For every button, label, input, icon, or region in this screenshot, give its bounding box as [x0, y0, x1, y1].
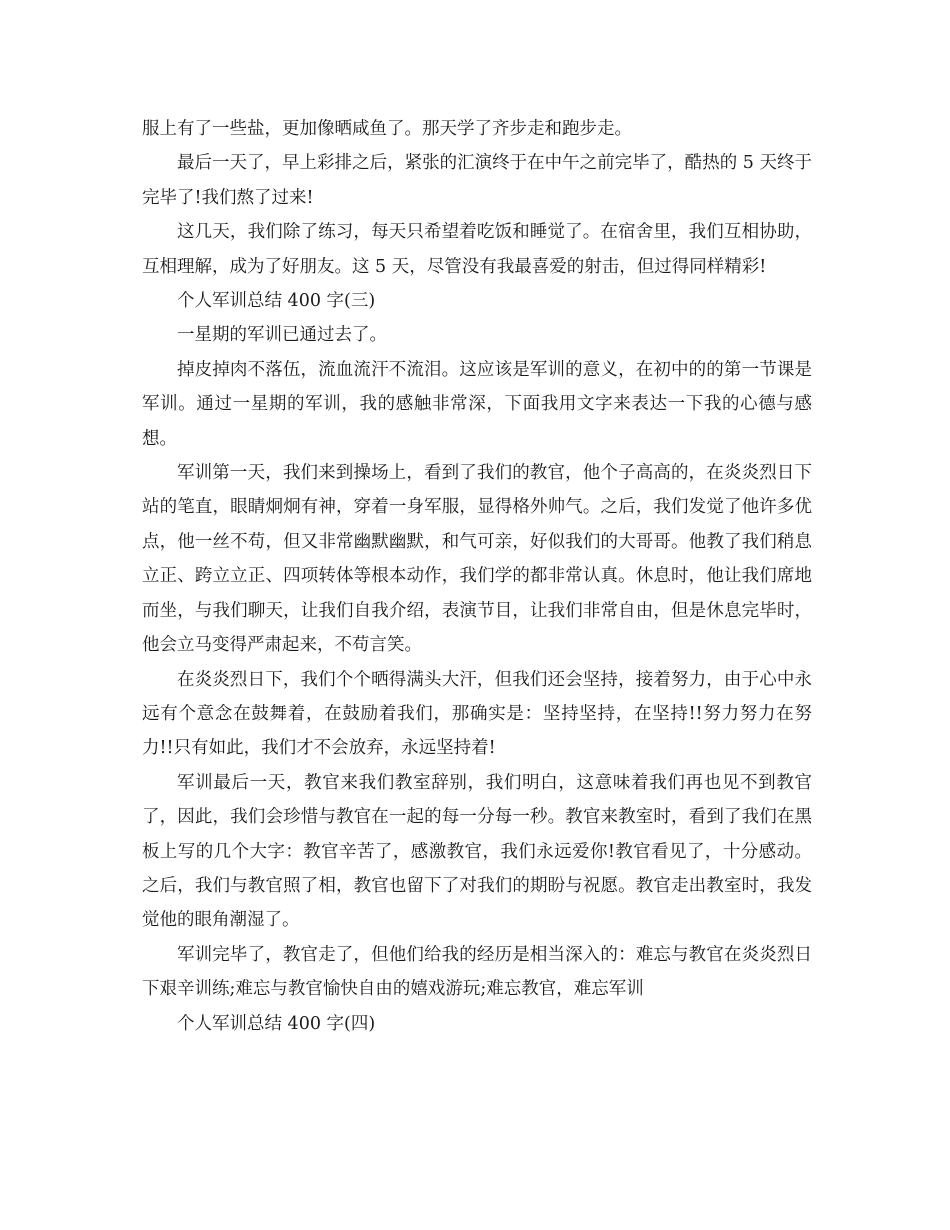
paragraph-meaning: 掉皮掉肉不落伍，流血流汗不流泪。这应该是军训的意义，在初中的的第一节课是军训。通过一星期的军训，我的感触非常深，下面我用文字来表达一下我的心德与感想。	[142, 359, 812, 449]
paragraph-persistence: 在炎炎烈日下，我们个个晒得满头大汗，但我们还会坚持，接着努力，由于心中永远有个意念在鼓舞着，在鼓励着我们，那确实是：坚持坚持，在坚持!!努力努力在努力!!只有如此，我们才不会放弃，永远坚持着!	[142, 669, 812, 759]
section-heading-4: 个人军训总结 400 字(四)	[177, 1013, 376, 1034]
document-body	[142, 112, 812, 1041]
paragraph-last-day: 最后一天了，早上彩排之后，紧张的汇演终于在中午之前完毕了，酷热的 5 天终于完毕了!我们熬了过来!	[142, 153, 812, 208]
section-heading-3: 个人军训总结 400 字(三)	[177, 291, 376, 312]
paragraph-first-day: 军训第一天，我们来到操场上，看到了我们的教官，他个子高高的，在炎炎烈日下站的笔直，眼睛炯炯有神，穿着一身军服，显得格外帅气。之后，我们发觉了他许多优点，他一丝不苟，但又非常幽默幽默，和气可亲，好似我们的大哥哥。他教了我们稍息立正、跨立立正、四项转体等根本动作，我们学的都非常认真。休息时，他让我们席地而坐，与我们聊天，让我们自我介绍，表演节目，让我们非常自由，但是休息完毕时，他会立马变得严肃起来，不苟言笑。	[142, 463, 812, 656]
paragraph-continuation: 服上有了一些盐，更加像晒咸鱼了。那天学了齐步走和跑步走。	[142, 119, 632, 139]
paragraph-farewell: 军训最后一天，教官来我们教室辞别，我们明白，这意味着我们再也见不到教官了，因此，我们会珍惜与教官在一起的每一分每一秒。教官来教室时，看到了我们在黑板上写的几个大字：教官辛苦了，感激教官，我们永远爱你!教官看见了，十分感动。之后，我们与教官照了相，教官也留下了对我们的期盼与祝愿。教官走出教室时，我发觉他的眼角潮湿了。	[142, 772, 812, 931]
paragraph-conclusion: 军训完毕了，教官走了，但他们给我的经历是相当深入的：难忘与教官在炎炎烈日下艰辛训练;难忘与教官愉快自由的嬉戏游玩;难忘教官，难忘军训	[142, 944, 812, 1000]
paragraph-week-passed: 一星期的军训已通过去了。	[177, 325, 387, 346]
paragraph-dorm-life: 这几天，我们除了练习，每天只希望着吃饭和睡觉了。在宿舍里，我们互相协助，互相理解，成为了好朋友。这 5 天，尽管没有我最喜爱的射击，但过得同样精彩!	[142, 222, 812, 277]
